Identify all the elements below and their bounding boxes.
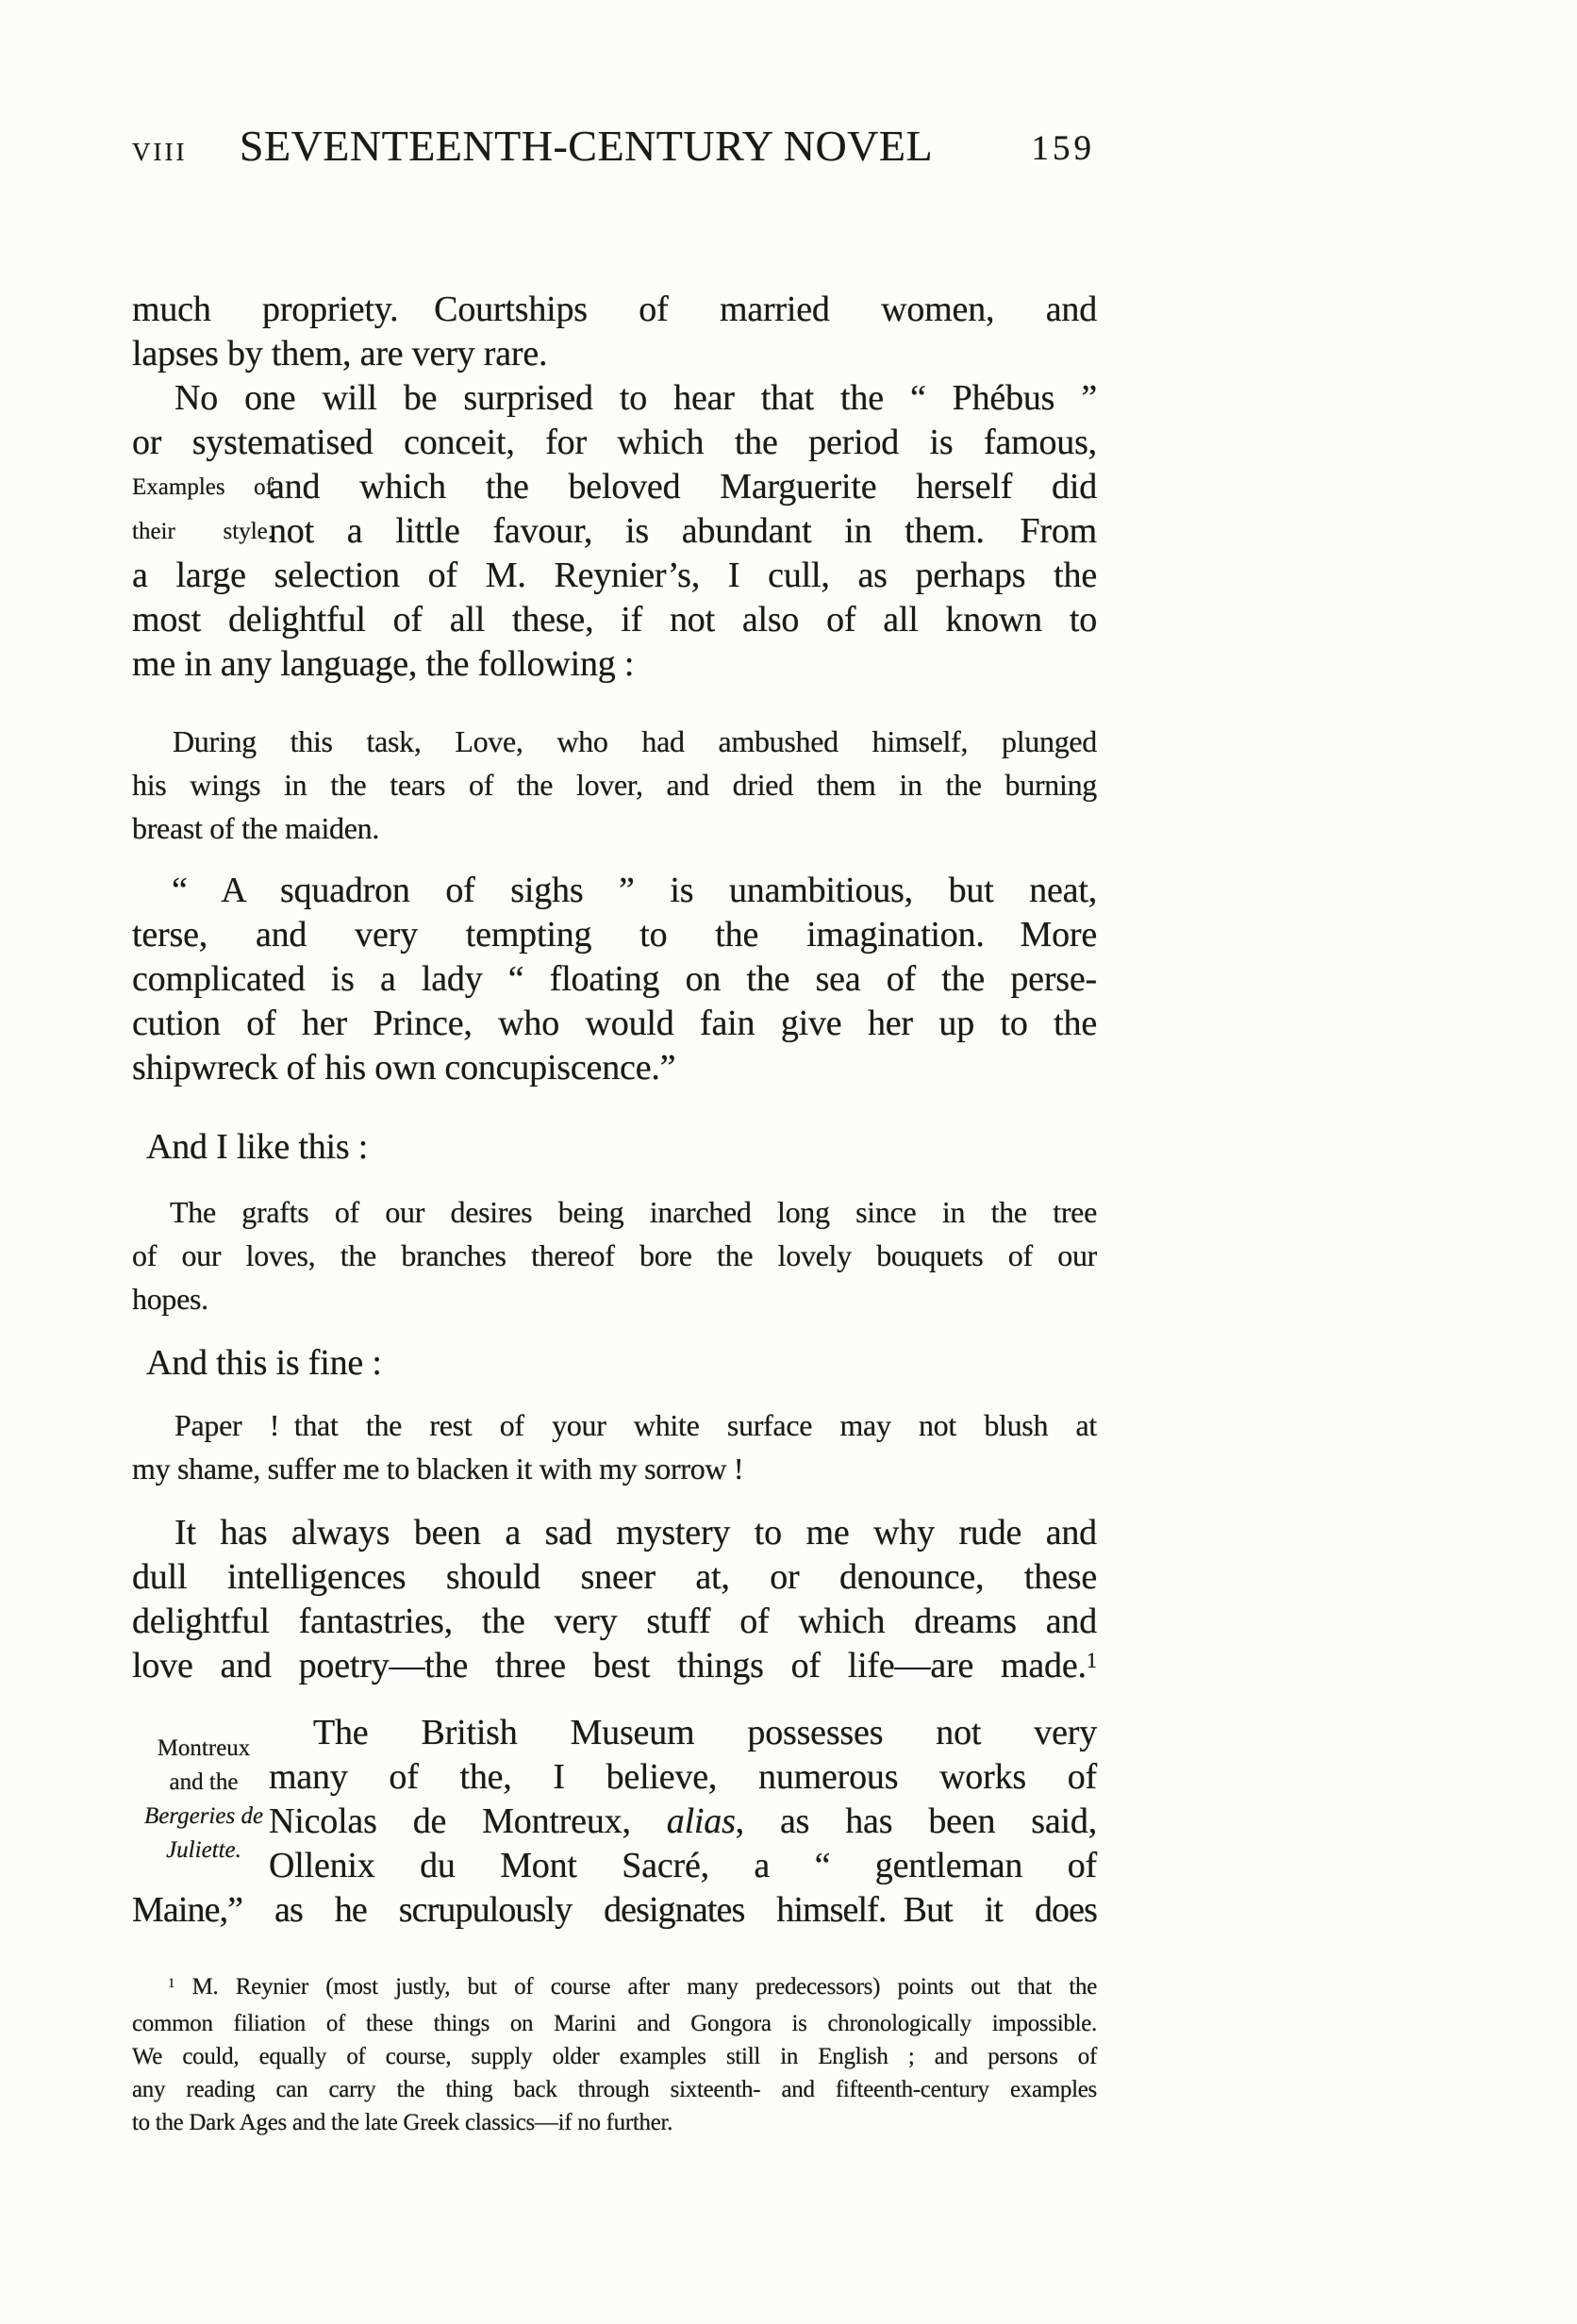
margin-note-line: Montreux bbox=[157, 1735, 251, 1761]
page-content bbox=[132, 288, 1097, 2139]
paragraph-5 bbox=[132, 1341, 1097, 1386]
text-line: or systematised conceit, for which the period is famous, bbox=[132, 423, 1097, 462]
text-line: And this is fine : bbox=[146, 1343, 382, 1383]
text-line: dull intelligences should sneer at, or denounce, these bbox=[132, 1557, 1097, 1597]
text-line: his wings in the tears of the lover, and dried them in the burning bbox=[132, 768, 1097, 802]
quote-2 bbox=[132, 1190, 1097, 1320]
paragraph-2 bbox=[132, 376, 1097, 687]
text-line: “ A squadron of sighs ” is unambitious, but neat, bbox=[172, 871, 1097, 910]
margin-note-line: Bergeries de bbox=[143, 1803, 264, 1829]
text-line: The British Museum possesses not very bbox=[313, 1713, 1097, 1752]
text-line: delightful fantastries, the very stuff of which dreams and bbox=[132, 1602, 1097, 1641]
text-line: Examples of and which the beloved Marguerite herself did bbox=[132, 465, 1097, 509]
chapter-number: VIII bbox=[132, 138, 188, 166]
text-line: me in any language, the following : bbox=[132, 644, 635, 684]
paragraph-4 bbox=[132, 1125, 1097, 1170]
text-line: a large selection of M. Reynier’s, I cull, as perhaps the bbox=[132, 556, 1097, 595]
quote-1 bbox=[132, 720, 1097, 850]
text-line: And I like this : bbox=[146, 1127, 369, 1167]
text-line: to the Dark Ages and the late Greek classics—if no further. bbox=[132, 2110, 673, 2135]
text-line: hopes. bbox=[132, 1282, 208, 1316]
footnote-marker: 1 bbox=[168, 1976, 175, 1992]
text-line: We could, equally of course, supply older examples still in English ; and persons of bbox=[132, 2044, 1097, 2069]
text-line: common filiation of these things on Marini and Gongora is chronologically impossible. bbox=[132, 2011, 1097, 2036]
text-line: Nicolas de Montreux, alias, as has been said, bbox=[269, 1801, 1097, 1841]
text-line: breast of the maiden. bbox=[132, 811, 380, 845]
text-line: Ollenix du Mont Sacré, a “ gentleman of bbox=[269, 1846, 1097, 1885]
text-line: Maine,” as he scrupulously designates himself. But it does bbox=[132, 1890, 1097, 1930]
text-line: much propriety. Courtships of married women, and bbox=[132, 290, 1097, 329]
text-line: terse, and very tempting to the imagination. More bbox=[132, 915, 1097, 954]
side-note: Examples of bbox=[132, 474, 274, 500]
text-line: complicated is a lady “ floating on the sea of the perse- bbox=[132, 959, 1097, 999]
text-line: love and poetry—the three best things of life—are made.$^1$ bbox=[132, 1646, 1097, 1685]
text-line: my shame, suffer me to blacken it with my sorrow ! bbox=[132, 1452, 744, 1486]
text-line: It has always been a sad mystery to me why rude and bbox=[174, 1513, 1097, 1552]
paragraph-7 bbox=[132, 1711, 1097, 1933]
text-line: lapses by them, are very rare. bbox=[132, 334, 548, 374]
text-line: many of the, I believe, numerous works of bbox=[269, 1757, 1097, 1797]
text-line: No one will be surprised to hear that the “ Phébus ” bbox=[174, 378, 1097, 418]
text-line: The grafts of our desires being inarched long since in the tree bbox=[170, 1195, 1097, 1229]
margin-note-line: Juliette. bbox=[166, 1837, 241, 1863]
paragraph-3 bbox=[132, 869, 1097, 1090]
text-line: any reading can carry the thing back through sixteenth- and fifteenth-century examples bbox=[132, 2077, 1097, 2102]
quote-3 bbox=[132, 1403, 1097, 1490]
text-line: During this task, Love, who had ambushed himself, plunged bbox=[173, 724, 1097, 758]
text-line: most delightful of all these, if not also of all known to bbox=[132, 600, 1097, 639]
text-line: cution of her Prince, who would fain give her up to the bbox=[132, 1004, 1097, 1043]
footnote-marker: 1 bbox=[1086, 1648, 1097, 1672]
side-note: their style. bbox=[132, 519, 274, 544]
paragraph-1 bbox=[132, 288, 1097, 376]
running-title: SEVENTEENTH-CENTURY NOVEL bbox=[239, 122, 934, 170]
text-line: Paper ! that the rest of your white surface may not blush at bbox=[174, 1408, 1097, 1442]
text-line: of our loves, the branches thereof bore the lovely bouquets of our bbox=[132, 1238, 1097, 1272]
page-number: 159 bbox=[1031, 129, 1095, 168]
page-header bbox=[132, 121, 1097, 181]
footnote bbox=[132, 1970, 1097, 2139]
text-line: shipwreck of his own concupiscence.” bbox=[132, 1048, 676, 1087]
margin-note-line: and the bbox=[169, 1769, 239, 1795]
text-line: their style. not a little favour, is abundant in them. From bbox=[132, 509, 1097, 554]
text-line: $^1$ M. Reynier (most justly, but of course after many predecessors) points out that the bbox=[168, 1974, 1097, 2000]
paragraph-6 bbox=[132, 1511, 1097, 1692]
